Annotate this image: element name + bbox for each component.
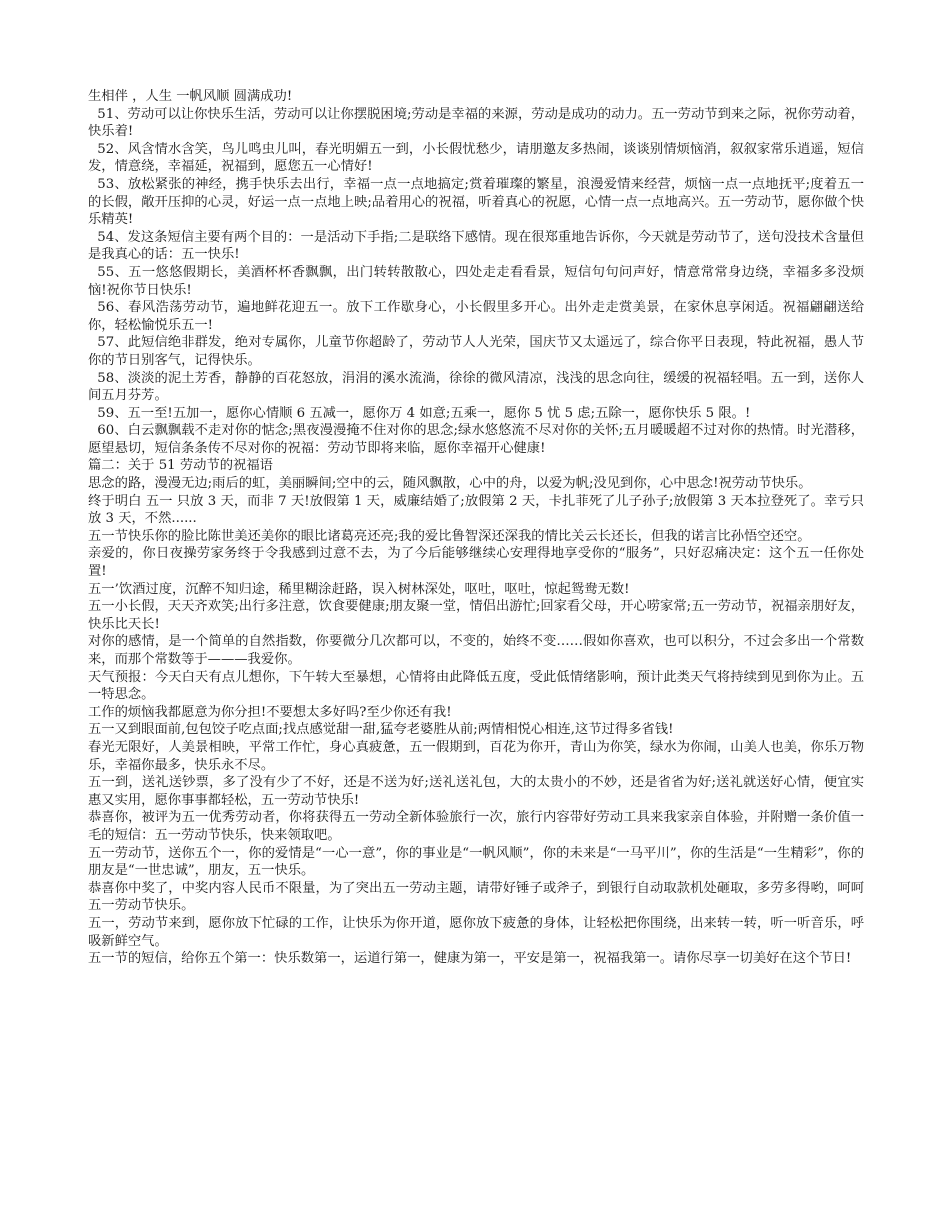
document-page — [88, 88, 864, 968]
paragraph: 生相伴 ，人生 一帆风顺 圆满成功! — [88, 89, 293, 104]
paragraph: 对你的感情，是一个简单的自然指数，你要微分几次都可以，不变的，始终不变……假如你喜欢，也可以积分，不过会多出一个常数来，而那个常数等于———我爱你。 — [88, 634, 864, 667]
paragraph: 天气预报：今天白天有点儿想你，下午转大至暴想，心情将由此降低五度，受此低情绪影响，预计此类天气将持续到见到你为止。五一特思念。 — [88, 669, 864, 703]
paragraph: 54、发这条短信主要有两个目的：一是活动下手指;二是联络下感情。现在很郑重地告诉你，今天就是劳动节了，送句没技术含量但是我真心的话：五一快乐! — [88, 229, 864, 263]
paragraph: 57、此短信绝非群发，绝对专属你，儿童节你超龄了，劳动节人人光荣，国庆节又太遥远了，综合你平日表现，特此祝福，愚人节你的节日别客气，记得快乐。 — [88, 335, 864, 368]
paragraph: 五一节快乐你的脸比陈世美还美你的眼比诸葛亮还亮;我的爱比鲁智深还深我的情比关云长还长，但我的诺言比孙悟空还空。 — [88, 528, 811, 544]
paragraph: 五一又到眼面前,包包饺子吃点面;找点感觉甜一甜,猛夸老婆胜从前;两情相悦心相连,这节过得多省钱! — [88, 722, 674, 738]
paragraph: 恭喜你中奖了，中奖内容人民币不限量，为了突出五一劳动主题，请带好锤子或斧子，到银行自动取款机处砸取，多劳多得哟，呵呵五一劳动节快乐。 — [88, 880, 864, 914]
paragraph: 60、白云飘飘载不走对你的惦念;黑夜漫漫掩不住对你的思念;绿水悠悠流不尽对你的关怀;五月暖暖超不过对你的热情。时光潜移，愿望悬切，短信条条传不尽对你的祝福：劳动节即将来临，愿你幸福开心健康! — [88, 423, 864, 456]
paragraph: 终于明白 五一 只放 3 天，而非 7 天!放假第 1 天，威廉结婚了;放假第 2 天，卡扎菲死了儿子孙子;放假第 3 天本拉登死了。幸亏只放 3 天，不然...... — [88, 493, 864, 527]
paragraph: 56、春风浩荡劳动节，遍地鲜花迎五一。放下工作歇身心，小长假里多开心。出外走走赏美景，在家休息享闲适。祝福翩翩送给你，轻松愉悦乐五一! — [88, 300, 864, 333]
paragraph: 五一小长假，天天齐欢笑;出行多注意，饮食要健康;朋友聚一堂，情侣出游忙;回家看父母，开心唠家常;五一劳动节，祝福亲朋好友，快乐比天长! — [88, 599, 864, 632]
paragraph: 52、风含情水含笑，鸟儿鸣虫儿叫，春光明媚五一到，小长假忧愁少，请朋邀友多热闹，谈谈别情烦恼消，叙叙家常乐逍遥，短信发，情意绕，幸福延，祝福到，愿您五一心情好! — [88, 141, 864, 175]
paragraph: 思念的路，漫漫无边;雨后的虹，美丽瞬间;空中的云，随风飘散，心中的舟，以爱为帆;没见到你，心中思念!祝劳动节快乐。 — [88, 476, 812, 492]
paragraph: 53、放松紧张的神经，携手快乐去出行，幸福一点一点地搞定;赏着璀璨的繁星，浪漫爱情来经营，烦恼一点一点地抚平;度着五一的长假，敞开压抑的心灵，好运一点一点地上映;品着用心的祝福，听着真心的祝愿，心情一点一点地高兴。五一劳动节，愿你做个快乐精英! — [88, 176, 864, 228]
paragraph: 五一节的短信，给你五个第一：快乐数第一，运道行第一，健康为第一，平安是第一，祝福我第一。请你尽享一切美好在这个节日! — [88, 951, 852, 967]
paragraph: 五一到，送礼送钞票，多了没有少了不好，还是不送为好;送礼送礼包，大的太贵小的不妙，还是省省为好;送礼就送好心情，便宜实惠又实用，愿你事事都轻松，五一劳动节快乐! — [88, 775, 864, 808]
paragraph: 五一，劳动节来到，愿你放下忙碌的工作，让快乐为你开道，愿你放下疲惫的身体，让轻松把你围绕，出来转一转，听一听音乐，呼吸新鲜空气。 — [88, 915, 864, 949]
paragraph: 五一’饮酒过度，沉醉不知归途，稀里糊涂赶路，误入树林深处，呕吐，呕吐，惊起鸳鸯无数! — [88, 581, 630, 597]
paragraph: 55、五一悠悠假期长，美酒杯杯香飘飘，出门转转散散心，四处走走看看景，短信句句问声好，情意常常身边绕，幸福多多没烦恼!祝你节日快乐! — [88, 264, 864, 298]
paragraph: 篇二：关于 51 劳动节的祝福语 — [88, 458, 273, 474]
paragraph: 51、劳动可以让你快乐生活，劳动可以让你摆脱困境;劳动是幸福的来源，劳动是成功的动力。五一劳动节到来之际，祝你劳动着，快乐着! — [88, 106, 864, 140]
paragraph: 恭喜你，被评为五一优秀劳动者，你将获得五一劳动全新体验旅行一次，旅行内容带好劳动工具来我家亲自体验，并附赠一条价值一毛的短信：五一劳动节快乐，快来领取吧。 — [88, 810, 864, 843]
paragraph: 亲爱的，你日夜操劳家务终于令我感到过意不去，为了今后能够继续心安理得地享受你的“服务”，只好忍痛决定：这个五一任你处置! — [88, 546, 864, 580]
paragraph: 58、淡淡的泥土芳香，静静的百花怒放，涓涓的溪水流淌，徐徐的微风清凉，浅浅的思念向往，缓缓的祝福轻唱。五一到，送你人间五月芬芳。 — [88, 370, 864, 404]
paragraph: 59、五一至!五加一，愿你心情顺 6 五减一，愿你万 4 如意;五乘一，愿你 5 忧 5 虑;五除一，愿你快乐 5 限。! — [97, 405, 751, 421]
paragraph: 五一劳动节，送你五个一，你的爱情是“一心一意”，你的事业是“一帆风顺”，你的未来是“一马平川”，你的生活是“一生精彩”，你的朋友是“一世忠诚”，朋友，五一快乐。 — [88, 845, 864, 879]
paragraph: 春光无限好，人美景相映，平常工作忙，身心真疲惫，五一假期到，百花为你开，青山为你笑，绿水为你闹，山美人也美，你乐万物乐，幸福你最多，快乐永不尽。 — [88, 739, 864, 773]
paragraph: 工作的烦恼我都愿意为你分担!不要想太多好吗?至少你还有我! — [88, 704, 452, 720]
